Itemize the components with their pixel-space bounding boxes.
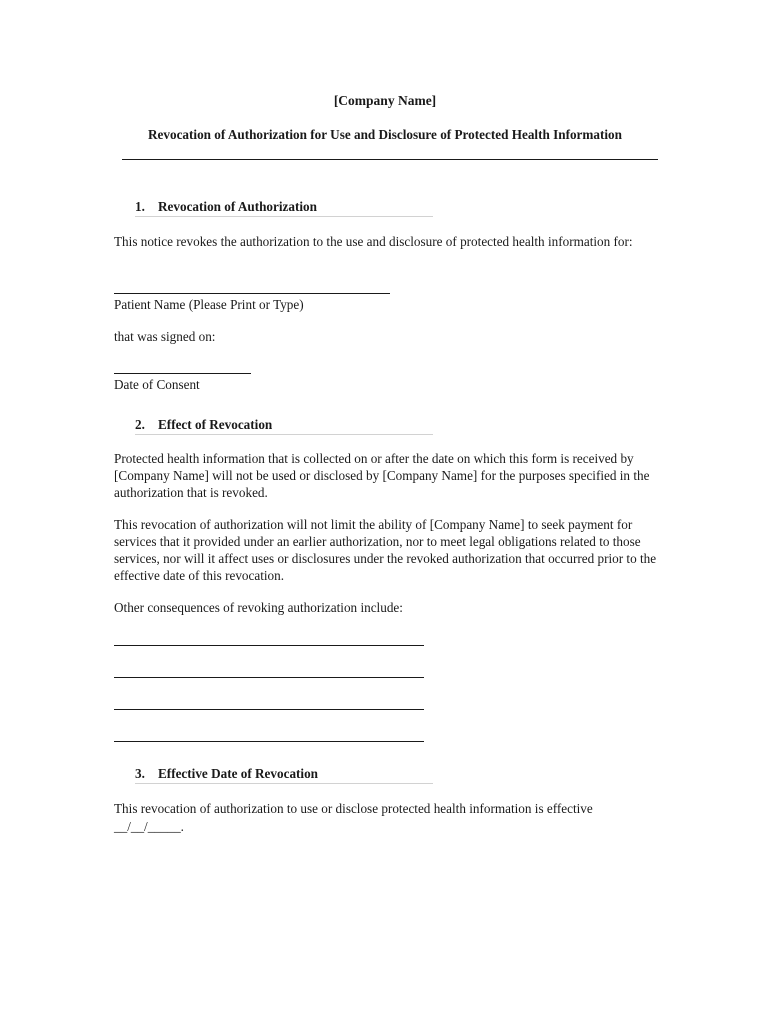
company-name: [Company Name]	[333, 93, 437, 108]
date-of-consent-label: Date of Consent	[114, 377, 200, 392]
patient-name-label: Patient Name (Please Print or Type)	[114, 297, 304, 312]
section-2-rule	[135, 434, 433, 435]
section-2-paragraph-2: This revocation of authorization will not limit the ability of [Company Name] to seek payment for services that it provided under an earlier authorization, nor to meet legal obligations related to those services, nor will it affect uses or disclosures under the revoked authorization that occurred prior to the effective date of this revocation.	[114, 517, 657, 583]
effective-date-field[interactable]: __/__/_____	[114, 819, 181, 834]
consequences-line-1[interactable]	[114, 645, 424, 646]
consequences-line-4[interactable]	[114, 741, 424, 742]
section-2-heading	[135, 417, 433, 433]
title-divider	[122, 159, 658, 160]
other-consequences-label: Other consequences of revoking authorization include:	[114, 600, 403, 615]
effective-date-text: This revocation of authorization to use or disclose protected health information is effective	[114, 801, 593, 816]
effective-date-period: .	[180, 819, 184, 834]
document-title: Revocation of Authorization for Use and Disclosure of Protected Health Information	[148, 127, 622, 142]
patient-name-field[interactable]	[114, 293, 390, 294]
section-1-heading	[135, 199, 433, 215]
consequences-line-2[interactable]	[114, 677, 424, 678]
section-2-title: Effect of Revocation	[158, 417, 273, 432]
section-3-number: 3.	[135, 766, 145, 781]
signed-on-text: that was signed on:	[114, 329, 216, 344]
date-of-consent-field[interactable]	[114, 373, 251, 374]
effective-date-row	[114, 819, 184, 835]
consequences-line-3[interactable]	[114, 709, 424, 710]
section-3-rule	[135, 783, 433, 784]
section-3-title: Effective Date of Revocation	[158, 766, 319, 781]
section-1-number: 1.	[135, 199, 145, 214]
section-2-paragraph-1: Protected health information that is collected on or after the date on which this form is received by [Company Name] will not be used or disclosed by [Company Name] for the purposes specified in the authorization that is revoked.	[114, 451, 650, 500]
section-1-rule	[135, 216, 433, 217]
section-1-title: Revocation of Authorization	[158, 199, 317, 214]
section-2-number: 2.	[135, 417, 145, 432]
section-3-heading	[135, 766, 433, 782]
section-1-intro: This notice revokes the authorization to the use and disclosure of protected health information for:	[114, 234, 633, 249]
